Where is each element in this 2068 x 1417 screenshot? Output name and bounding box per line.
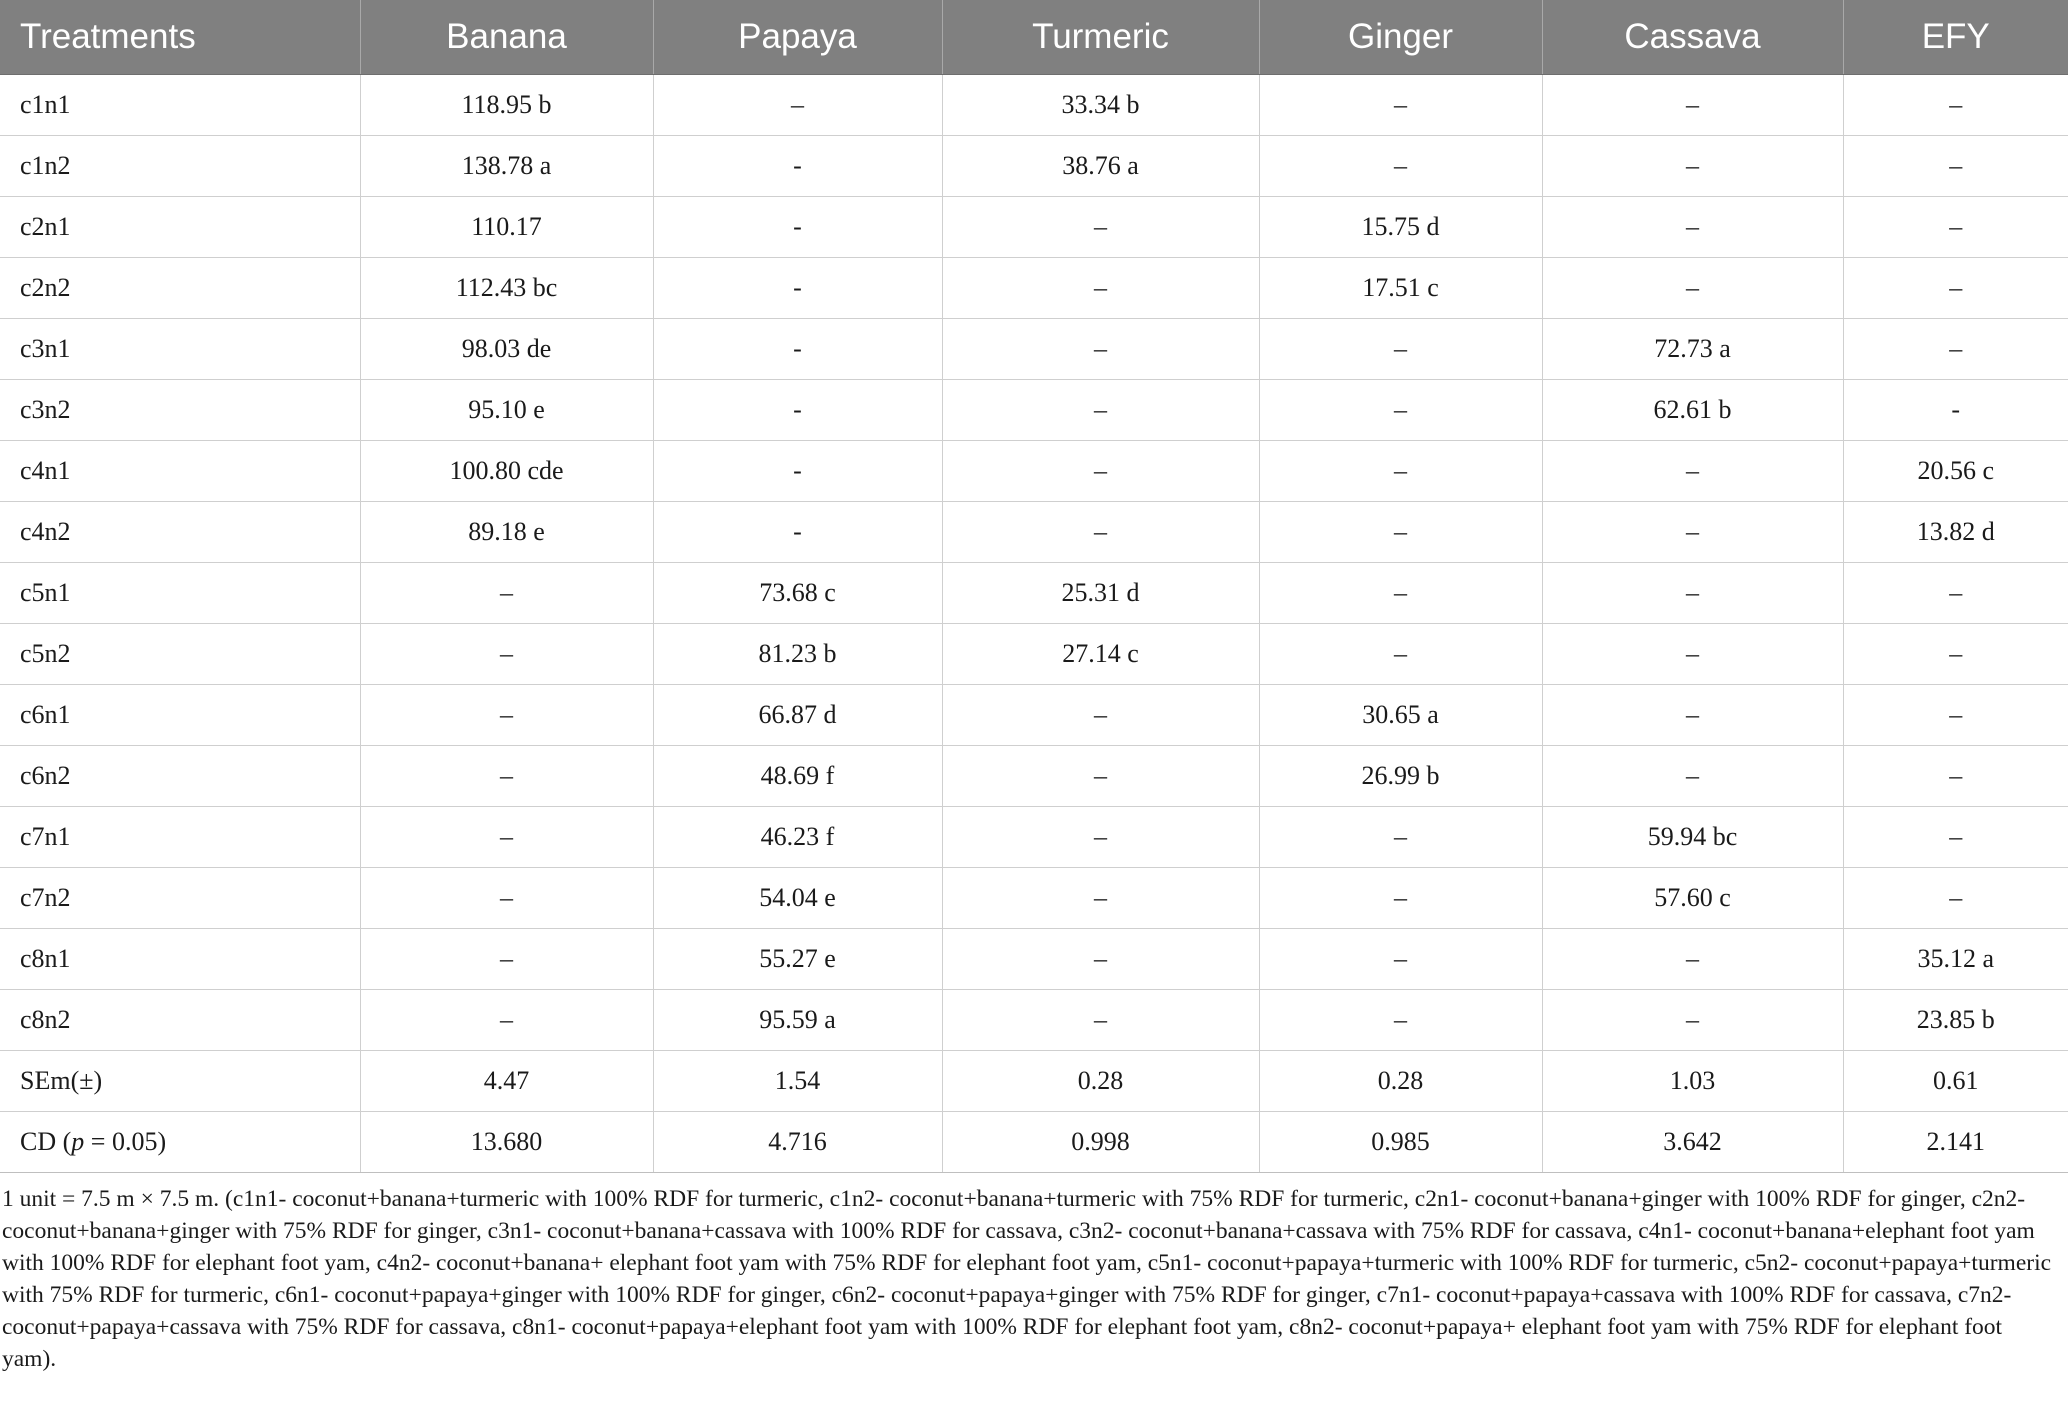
- table-cell: 20.56 c: [1843, 441, 2068, 502]
- header-cell-ginger: Ginger: [1259, 0, 1542, 75]
- table-cell: –: [1843, 807, 2068, 868]
- table-row: [0, 197, 2068, 258]
- table-row: [0, 75, 2068, 136]
- table-cell: 33.34 b: [942, 75, 1259, 136]
- header-cell-papaya: Papaya: [653, 0, 942, 75]
- cd-label-prefix: CD (: [20, 1127, 72, 1156]
- table-cell: –: [942, 502, 1259, 563]
- table-cell: –: [360, 685, 653, 746]
- table-cell: –: [1843, 563, 2068, 624]
- row-label: c1n2: [0, 136, 360, 197]
- table-cell: 27.14 c: [942, 624, 1259, 685]
- table-cell: 72.73 a: [1542, 319, 1843, 380]
- table-cell: –: [1259, 807, 1542, 868]
- table-cell: 17.51 c: [1259, 258, 1542, 319]
- table-cell: –: [1542, 136, 1843, 197]
- table-row: [0, 1051, 2068, 1112]
- table-cell: –: [1542, 563, 1843, 624]
- table-row: [0, 929, 2068, 990]
- table-cell: 46.23 f: [653, 807, 942, 868]
- header-cell-banana: Banana: [360, 0, 653, 75]
- table-cell: –: [942, 807, 1259, 868]
- row-label: c7n1: [0, 807, 360, 868]
- table-cell: 54.04 e: [653, 868, 942, 929]
- row-label: c4n1: [0, 441, 360, 502]
- table-cell: 30.65 a: [1259, 685, 1542, 746]
- table-cell: 3.642: [1542, 1112, 1843, 1173]
- table-cell: 0.28: [942, 1051, 1259, 1112]
- row-label: c6n2: [0, 746, 360, 807]
- row-label: c3n1: [0, 319, 360, 380]
- header-cell-treatments: Treatments: [0, 0, 360, 75]
- cd-label-suffix: = 0.05): [84, 1127, 167, 1156]
- table-cell: 25.31 d: [942, 563, 1259, 624]
- table-cell: –: [1542, 685, 1843, 746]
- table-cell: –: [1259, 75, 1542, 136]
- table-cell: –: [1843, 197, 2068, 258]
- table-cell: –: [942, 441, 1259, 502]
- table-cell: –: [360, 563, 653, 624]
- table-cell: –: [1843, 624, 2068, 685]
- table-cell: 62.61 b: [1542, 380, 1843, 441]
- table-cell: –: [1843, 258, 2068, 319]
- table-cell: 13.82 d: [1843, 502, 2068, 563]
- table-cell: 100.80 cde: [360, 441, 653, 502]
- table-row: [0, 258, 2068, 319]
- table-cell: 89.18 e: [360, 502, 653, 563]
- table-cell: 112.43 bc: [360, 258, 653, 319]
- table-cell: –: [1259, 990, 1542, 1051]
- table-cell: 4.716: [653, 1112, 942, 1173]
- table-row: [0, 685, 2068, 746]
- table-cell: –: [360, 746, 653, 807]
- table-cell: –: [1843, 868, 2068, 929]
- table-cell: 13.680: [360, 1112, 653, 1173]
- table-cell: –: [1542, 746, 1843, 807]
- table-cell: 55.27 e: [653, 929, 942, 990]
- row-label: c7n2: [0, 868, 360, 929]
- table-row: [0, 441, 2068, 502]
- table-cell: –: [360, 990, 653, 1051]
- table-cell: –: [942, 929, 1259, 990]
- table-row: [0, 868, 2068, 929]
- table-cell: –: [1542, 75, 1843, 136]
- table-cell: –: [360, 807, 653, 868]
- table-cell: –: [1259, 319, 1542, 380]
- table-cell: 57.60 c: [1542, 868, 1843, 929]
- table-cell: –: [1259, 929, 1542, 990]
- table-cell: –: [942, 868, 1259, 929]
- row-label: c3n2: [0, 380, 360, 441]
- header-cell-efy: EFY: [1843, 0, 2068, 75]
- table-cell: –: [1259, 624, 1542, 685]
- table-cell: 1.03: [1542, 1051, 1843, 1112]
- table-cell: -: [1843, 380, 2068, 441]
- table-cell: –: [1542, 990, 1843, 1051]
- table-cell: –: [1542, 929, 1843, 990]
- table-cell: –: [360, 929, 653, 990]
- table-cell: –: [360, 624, 653, 685]
- table-cell: –: [1843, 319, 2068, 380]
- table-row: [0, 563, 2068, 624]
- table-cell: –: [653, 75, 942, 136]
- table-cell: –: [1843, 685, 2068, 746]
- table-row-cd: [0, 1112, 2068, 1173]
- row-label: c5n2: [0, 624, 360, 685]
- table-cell: –: [1843, 75, 2068, 136]
- table-cell: 118.95 b: [360, 75, 653, 136]
- table-cell: –: [942, 990, 1259, 1051]
- table-cell: –: [942, 685, 1259, 746]
- table-cell: 110.17: [360, 197, 653, 258]
- table-row: [0, 746, 2068, 807]
- table-cell: 95.10 e: [360, 380, 653, 441]
- table-cell: 138.78 a: [360, 136, 653, 197]
- table-cell: 0.28: [1259, 1051, 1542, 1112]
- table-row: [0, 136, 2068, 197]
- table-cell: -: [653, 197, 942, 258]
- table-cell: –: [942, 258, 1259, 319]
- table-row: [0, 319, 2068, 380]
- table-cell: 4.47: [360, 1051, 653, 1112]
- table-cell: 26.99 b: [1259, 746, 1542, 807]
- table-cell: –: [1542, 624, 1843, 685]
- table-cell: 66.87 d: [653, 685, 942, 746]
- table-row: [0, 502, 2068, 563]
- row-label: c8n2: [0, 990, 360, 1051]
- table-row: [0, 807, 2068, 868]
- row-label: c5n1: [0, 563, 360, 624]
- table-body: [0, 75, 2068, 1173]
- table-footnote: 1 unit = 7.5 m × 7.5 m. (c1n1- coconut+banana+turmeric with 100% RDF for turmeric, c1n2- coconut+banana+turmeric with 75% RDF for turmeric, c2n1- coconut+banana+ginger with 100% RDF for ginger, c2n2- coconut+banana+ginger with 75% RDF for ginger, c3n1- coconut+banana+cassava with 100% RDF for cassava, c3n2- coconut+banana+cassava with 75% RDF for cassava, c4n1- coconut+banana+elephant foot yam with 100% RDF for elephant foot yam, c4n2- coconut+banana+ elephant foot yam with 75% RDF for elephant foot yam, c5n1- coconut+papaya+turmeric with 100% RDF for turmeric, c5n2- coconut+papaya+turmeric with 75% RDF for turmeric, c6n1- coconut+papaya+ginger with 100% RDF for ginger, c6n2- coconut+papaya+ginger with 75% RDF for ginger, c7n1- coconut+papaya+cassava with 100% RDF for cassava, c7n2- coconut+papaya+cassava with 75% RDF for cassava, c8n1- coconut+papaya+elephant foot yam with 100% RDF for elephant foot yam, c8n2- coconut+papaya+ elephant foot yam with 75% RDF for elephant foot yam).: [2, 1186, 2052, 1372]
- table-cell: 1.54: [653, 1051, 942, 1112]
- table-cell: –: [1542, 197, 1843, 258]
- table-cell: –: [942, 197, 1259, 258]
- row-label: c1n1: [0, 75, 360, 136]
- row-label: SEm(±): [0, 1051, 360, 1112]
- table-cell: 0.61: [1843, 1051, 2068, 1112]
- table-cell: 59.94 bc: [1542, 807, 1843, 868]
- header-cell-turmeric: Turmeric: [942, 0, 1259, 75]
- table-cell: –: [1542, 502, 1843, 563]
- header-row: [0, 0, 2068, 75]
- table-cell: –: [942, 319, 1259, 380]
- table-cell: 98.03 de: [360, 319, 653, 380]
- table-cell: 2.141: [1843, 1112, 2068, 1173]
- table-cell: -: [653, 502, 942, 563]
- table-cell: 73.68 c: [653, 563, 942, 624]
- table-cell: 38.76 a: [942, 136, 1259, 197]
- table-cell: 23.85 b: [1843, 990, 2068, 1051]
- table-cell: -: [653, 258, 942, 319]
- table-cell: -: [653, 441, 942, 502]
- row-label: c2n2: [0, 258, 360, 319]
- table-cell: –: [942, 746, 1259, 807]
- table-cell: 48.69 f: [653, 746, 942, 807]
- row-label: c8n1: [0, 929, 360, 990]
- table-cell: –: [360, 868, 653, 929]
- table-cell: –: [1259, 502, 1542, 563]
- table-cell: -: [653, 319, 942, 380]
- row-label: c4n2: [0, 502, 360, 563]
- table-cell: 81.23 b: [653, 624, 942, 685]
- table-cell: –: [1843, 746, 2068, 807]
- cd-label-var: p: [71, 1127, 85, 1156]
- table-cell: –: [1542, 441, 1843, 502]
- row-label-cd: [0, 1112, 360, 1173]
- table-cell: –: [1259, 380, 1542, 441]
- header-cell-cassava: Cassava: [1542, 0, 1843, 75]
- row-label: c2n1: [0, 197, 360, 258]
- table-cell: –: [1843, 136, 2068, 197]
- table-cell: –: [942, 380, 1259, 441]
- table-cell: –: [1259, 868, 1542, 929]
- table-cell: -: [653, 136, 942, 197]
- row-label: c6n1: [0, 685, 360, 746]
- table-header: [0, 0, 2068, 75]
- table-cell: –: [1542, 258, 1843, 319]
- table-cell: 95.59 a: [653, 990, 942, 1051]
- table-cell: –: [1259, 563, 1542, 624]
- table-row: [0, 990, 2068, 1051]
- table-cell: 15.75 d: [1259, 197, 1542, 258]
- table-row: [0, 624, 2068, 685]
- table-cell: -: [653, 380, 942, 441]
- table-row: [0, 380, 2068, 441]
- table-cell: –: [1259, 441, 1542, 502]
- table-cell: 0.998: [942, 1112, 1259, 1173]
- table-cell: –: [1259, 136, 1542, 197]
- table-cell: 0.985: [1259, 1112, 1542, 1173]
- table-cell: 35.12 a: [1843, 929, 2068, 990]
